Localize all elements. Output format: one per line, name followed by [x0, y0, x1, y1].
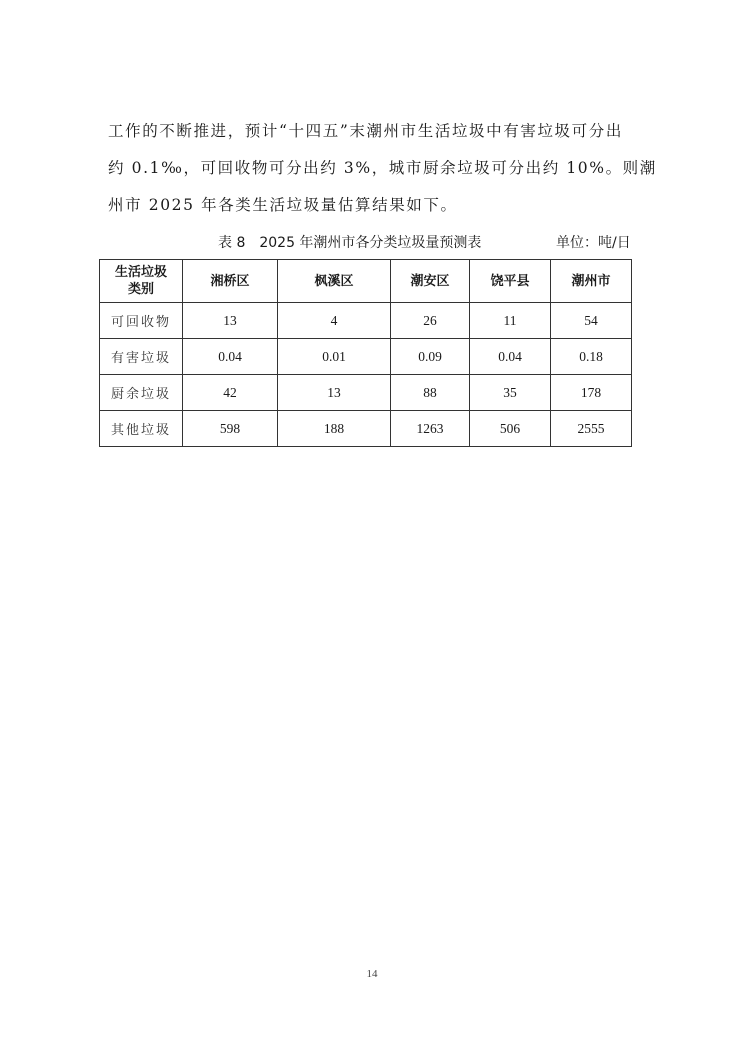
waste-forecast-table: [99, 259, 632, 447]
row-category: 其他垃圾: [100, 411, 183, 447]
body-paragraph: [108, 113, 657, 224]
header-chaoan: 潮安区: [391, 260, 470, 303]
header-category-line2: 类别: [127, 282, 154, 297]
page-number: 14: [366, 968, 378, 980]
table-row: [100, 375, 632, 411]
row-category: 可回收物: [100, 303, 183, 339]
table-row: [100, 411, 632, 447]
header-category: [100, 260, 183, 303]
cell-value: 188: [278, 411, 391, 447]
header-xiangqiao: 湘桥区: [183, 260, 278, 303]
cell-value: 598: [183, 411, 278, 447]
paragraph-line: 州市 2025 年各类生活垃圾量估算结果如下。: [108, 196, 458, 214]
header-chaozhou: 潮州市: [551, 260, 632, 303]
cell-value: 0.09: [391, 339, 470, 375]
cell-value: 0.18: [551, 339, 632, 375]
cell-value: 0.04: [183, 339, 278, 375]
row-category: 厨余垃圾: [100, 375, 183, 411]
header-category-line1: 生活垃圾: [114, 265, 167, 280]
cell-value: 4: [278, 303, 391, 339]
header-raoping: 饶平县: [470, 260, 551, 303]
cell-value: 88: [391, 375, 470, 411]
cell-value: 0.01: [278, 339, 391, 375]
table-row: [100, 303, 632, 339]
table-caption: 表 8 2025 年潮州市各分类垃圾量预测表: [218, 235, 482, 251]
cell-value: 54: [551, 303, 632, 339]
cell-value: 2555: [551, 411, 632, 447]
cell-value: 11: [470, 303, 551, 339]
table-header-row: [100, 260, 632, 303]
cell-value: 178: [551, 375, 632, 411]
cell-value: 26: [391, 303, 470, 339]
cell-value: 1263: [391, 411, 470, 447]
table-row: [100, 339, 632, 375]
cell-value: 42: [183, 375, 278, 411]
paragraph-line: 工作的不断推进，预计“十四五”末潮州市生活垃圾中有害垃圾可分出: [108, 122, 623, 140]
cell-value: 13: [278, 375, 391, 411]
cell-value: 0.04: [470, 339, 551, 375]
paragraph-line: 约 0.1‰，可回收物可分出约 3%，城市厨余垃圾可分出约 10%。则潮: [108, 159, 657, 177]
cell-value: 35: [470, 375, 551, 411]
row-category: 有害垃圾: [100, 339, 183, 375]
header-fengxi: 枫溪区: [278, 260, 391, 303]
cell-value: 13: [183, 303, 278, 339]
table-unit: 单位：吨/日: [556, 235, 631, 251]
cell-value: 506: [470, 411, 551, 447]
